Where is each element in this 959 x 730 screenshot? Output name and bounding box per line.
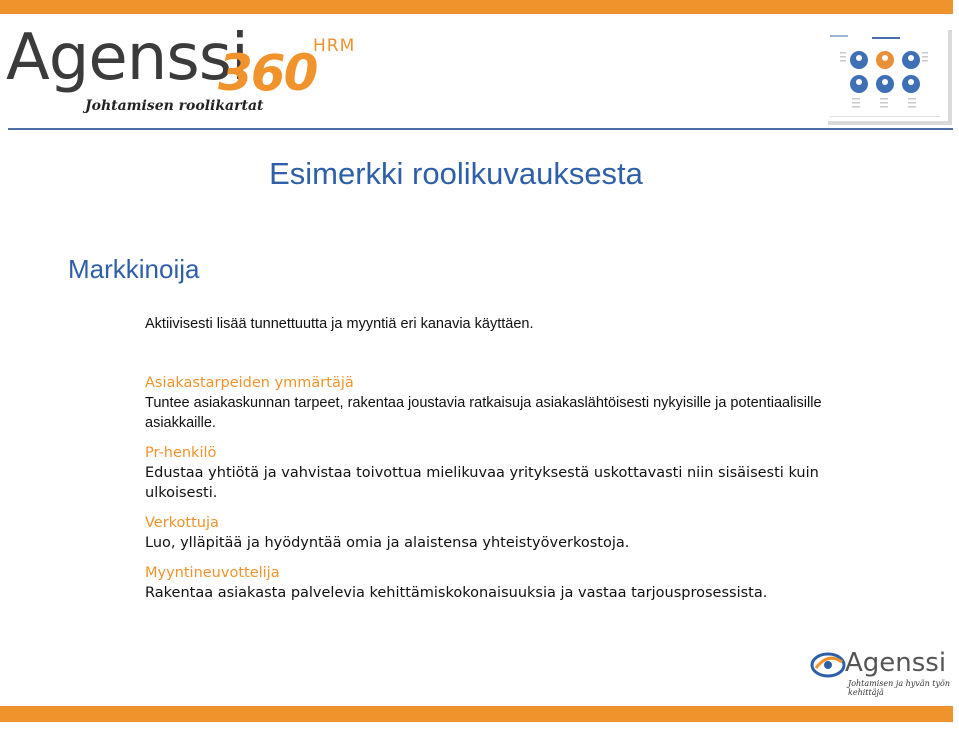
footer-wordmark: Agenssi — [845, 648, 947, 678]
logo-tagline: Johtamisen roolikartat — [85, 98, 264, 114]
section-text: Edustaa yhtiötä ja vahvistaa toivottua mielikuvaa yrityksestä uskottavasti niin sisäisesti kuin ulkoisesti. — [145, 465, 819, 501]
section-text: Tuntee asiakaskunnan tarpeet, rakentaa joustavia ratkaisuja asiakaslähtöisesti nykyisille ja potentiaalisille asiakkaille. — [145, 395, 822, 431]
logo-number: 360 — [218, 44, 317, 102]
role-section — [145, 443, 845, 503]
footer-tagline: Johtamisen ja hyvän työn kehittäjä — [848, 679, 950, 697]
section-text: Rakentaa asiakasta palvelevia kehittämiskokonaisuuksia ja vastaa tarjousprosessista. — [145, 585, 768, 601]
top-accent-bar — [0, 0, 953, 14]
logo-suffix: HRM — [313, 36, 356, 56]
role-name: Markkinoija — [68, 254, 200, 284]
role-map-thumbnail-icon — [828, 30, 948, 121]
role-section — [145, 513, 845, 553]
role-section — [145, 373, 845, 433]
section-title: Verkottuja — [145, 515, 219, 531]
role-intro: Aktiivisesti lisää tunnettuutta ja myyntiä eri kanavia käyttäen. — [145, 316, 534, 332]
role-map-thumbnail — [828, 30, 952, 125]
section-text: Luo, ylläpitää ja hyödyntää omia ja alaistensa yhteistyöverkostoja. — [145, 535, 630, 551]
role-sections — [145, 373, 845, 613]
section-title: Asiakastarpeiden ymmärtäjä — [145, 375, 354, 391]
bottom-accent-bar — [0, 706, 953, 722]
section-title: Pr-henkilö — [145, 445, 217, 461]
header-divider — [8, 128, 953, 130]
logo-wordmark: Agenssi — [6, 21, 248, 95]
page-title: Esimerkki roolikuvauksesta — [269, 156, 643, 191]
agenssi-swirl-logo-icon — [810, 650, 846, 680]
role-section — [145, 563, 845, 603]
section-title: Myyntineuvottelija — [145, 565, 280, 581]
